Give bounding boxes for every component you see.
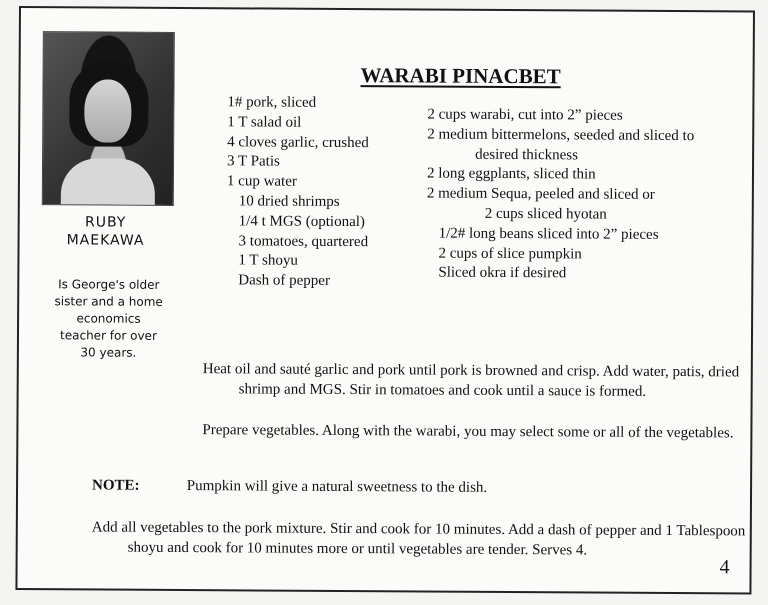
- bio-line: Is George's older: [58, 277, 160, 292]
- author-name: [56, 213, 156, 250]
- recipe-page: [15, 6, 755, 594]
- bio-line: sister and a home: [54, 294, 163, 309]
- ingredient-item: 1 cup water: [226, 173, 297, 190]
- ingredient-item: 3 tomatoes, quartered: [238, 232, 369, 250]
- author-first-name: RUBY: [84, 214, 127, 231]
- ingredient-item: 2 long eggplants, sliced thin: [426, 165, 596, 183]
- ingredient-item-continuation: desired thickness: [475, 146, 579, 164]
- direction-paragraph: Prepare vegetables. Along with the warabi, you may select some or all of the vegetables.: [202, 422, 734, 442]
- author-bio: [41, 276, 177, 362]
- ingredient-item: 1 T salad oil: [227, 114, 302, 131]
- ingredient-item: 2 medium bittermelons, seeded and sliced to: [427, 126, 695, 144]
- note-text: Pumpkin will give a natural sweetness to the dish.: [186, 478, 488, 496]
- ingredient-item-continuation: 2 cups sliced hyotan: [484, 205, 607, 223]
- author-last-name: MAEKAWA: [66, 232, 145, 249]
- ingredient-item: Sliced okra if desired: [438, 264, 567, 282]
- ingredient-item: 1 T shoyu: [238, 252, 298, 270]
- ingredients-right-list: [426, 105, 727, 285]
- photo-shirt: [61, 158, 155, 206]
- note-label: NOTE:: [92, 477, 140, 494]
- recipe-title: WARABI PINACBET: [360, 63, 561, 89]
- bio-line: economics: [76, 311, 141, 326]
- ingredient-item: 4 cloves garlic, crushed: [227, 133, 369, 151]
- bio-line: teacher for over: [60, 328, 157, 343]
- photo-face: [84, 79, 131, 142]
- ingredient-item: 10 dried shrimps: [238, 193, 340, 210]
- final-direction-paragraph: Add all vegetables to the pork mixture. Stir and cook for 10 minutes. Add a dash of pepper and 1 Tablespoon shoyu and cook for 10 minutes more or until vegetables are tender. Serves 4.: [91, 519, 746, 559]
- ingredient-item: Dash of pepper: [238, 272, 331, 290]
- direction-paragraph: Heat oil and sauté garlic and pork until pork is browned and crisp. Add water, patis, dried shrimp and MGS. Stir in tomatoes and cook until a sauce is formed.: [202, 361, 740, 400]
- author-photo: [42, 31, 175, 206]
- ingredient-item: 3 T Patis: [227, 153, 280, 170]
- page-number: 4: [719, 556, 730, 579]
- ingredient-item: 2 medium Sequa, peeled and sliced or: [426, 185, 655, 204]
- note-paragraph: [92, 475, 712, 499]
- ingredient-item: 2 cups warabi, cut into 2” pieces: [427, 106, 623, 124]
- ingredient-item: 1/4 t MGS (optional): [238, 213, 365, 230]
- ingredient-item: 1# pork, sliced: [227, 94, 317, 111]
- ingredient-item: 1/2# long beans sliced into 2” pieces: [438, 225, 659, 243]
- bio-line: 30 years.: [80, 345, 137, 360]
- ingredients-left-list: [226, 93, 417, 292]
- ingredient-item: 2 cups of slice pumpkin: [438, 245, 582, 263]
